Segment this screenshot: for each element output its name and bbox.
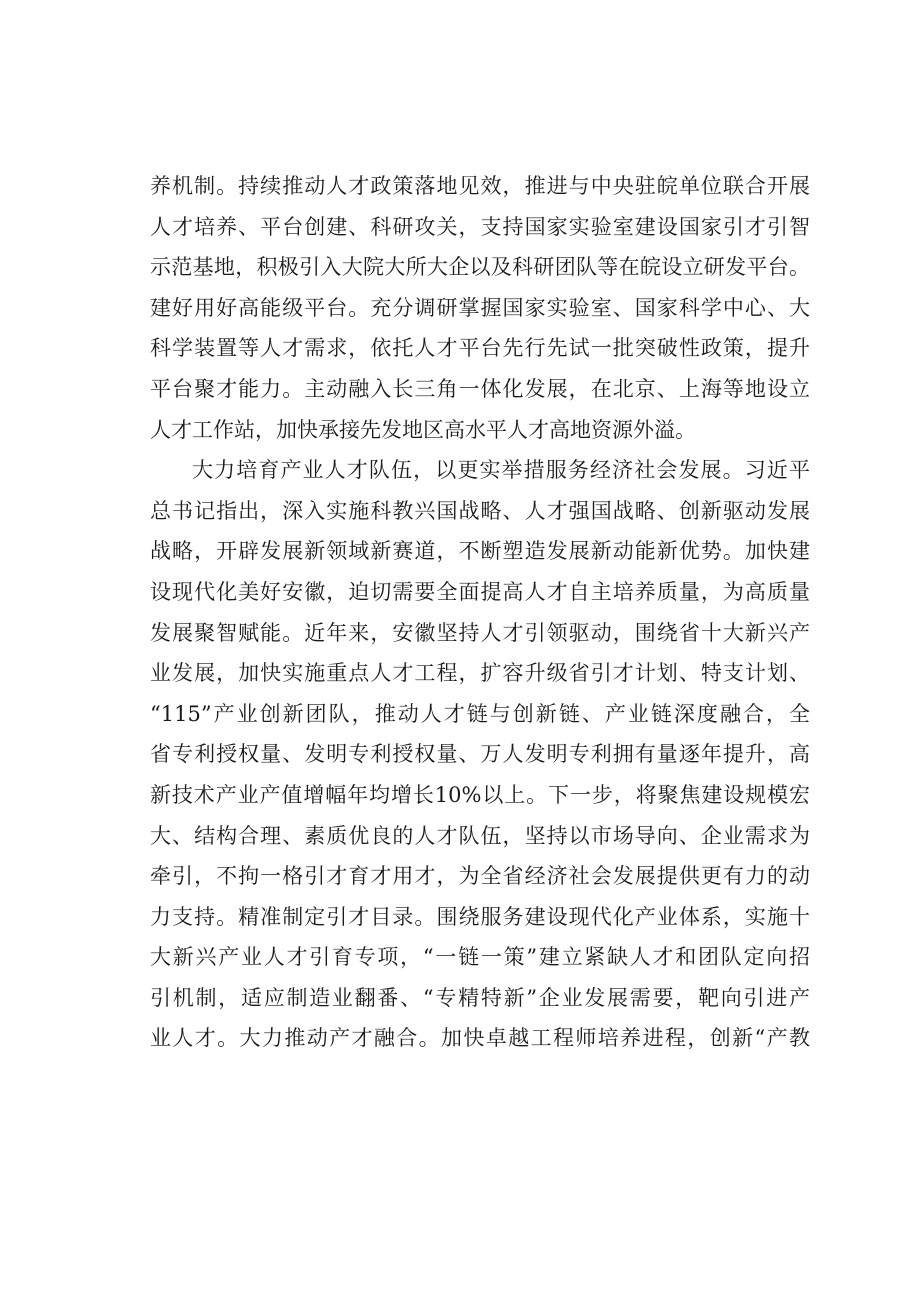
paragraph-line: 养机制。持续推动人才政策落地见效，推进与中央驻皖单位联合开展 [150,174,810,198]
paragraph-line: 大力培育产业人才队伍，以更实举措服务经济社会发展。习近平 [192,458,810,483]
paragraph-line: 建好用好高能级平台。充分调研掌握国家实验室、国家科学中心、大 [150,295,810,320]
paragraph-line: 发展聚智赋能。近年来，安徽坚持人才引领驱动，围绕省十大新兴产 [150,620,810,645]
paragraph-line: 科学装置等人才需求，依托人才平台先行先试一批突破性政策，提升 [150,336,810,361]
paragraph-line: 力支持。精准制定引才目录。围绕服务建设现代化产业体系，实施十 [150,904,810,929]
paragraph-line: “115”产业创新团队，推动人才链与创新链、产业链深度融合，全 [150,701,810,726]
paragraph-line: 总书记指出，深入实施科教兴国战略、人才强国战略、创新驱动发展 [150,498,810,523]
paragraph-line: 人才培养、平台创建、科研攻关，支持国家实验室建设国家引才引智 [150,214,810,239]
paragraph-line: 引机制，适应制造业翻番、“专精特新”企业发展需要，靶向引进产 [150,985,810,1010]
paragraph-line: 示范基地，积极引入大院大所大企以及科研团队等在皖设立研发平台。 [150,255,810,280]
paragraph-line: 大新兴产业人才引育专项，“一链一策”建立紧缺人才和团队定向招 [150,945,810,970]
paragraph-line: 业人才。大力推动产才融合。加快卓越工程师培养进程，创新“产教 [150,1026,810,1051]
paragraph-line: 平台聚才能力。主动融入长三角一体化发展，在北京、上海等地设立 [150,376,810,401]
paragraph-line: 人才工作站，加快承接先发地区高水平人才高地资源外溢。 [150,417,696,442]
paragraph-line: 大、结构合理、素质优良的人才队伍，坚持以市场导向、企业需求为 [150,823,810,848]
paragraph-line: 战略，开辟发展新领域新赛道，不断塑造发展新动能新优势。加快建 [150,539,810,564]
paragraph-line: 业发展，加快实施重点人才工程，扩容升级省引才计划、特支计划、 [150,661,810,686]
paragraph-line: 设现代化美好安徽，迫切需要全面提高人才自主培养质量，为高质量 [150,579,810,604]
paragraph-line: 新技术产业产值增幅年均增长10%以上。下一步，将聚焦建设规模宏 [150,782,810,807]
paragraph-line: 牵引，不拘一格引才育才用才，为全省经济社会发展提供更有力的动 [150,864,810,889]
paragraph-line: 省专利授权量、发明专利授权量、万人发明专利拥有量逐年提升，高 [150,742,810,767]
body-text [150,166,810,1059]
